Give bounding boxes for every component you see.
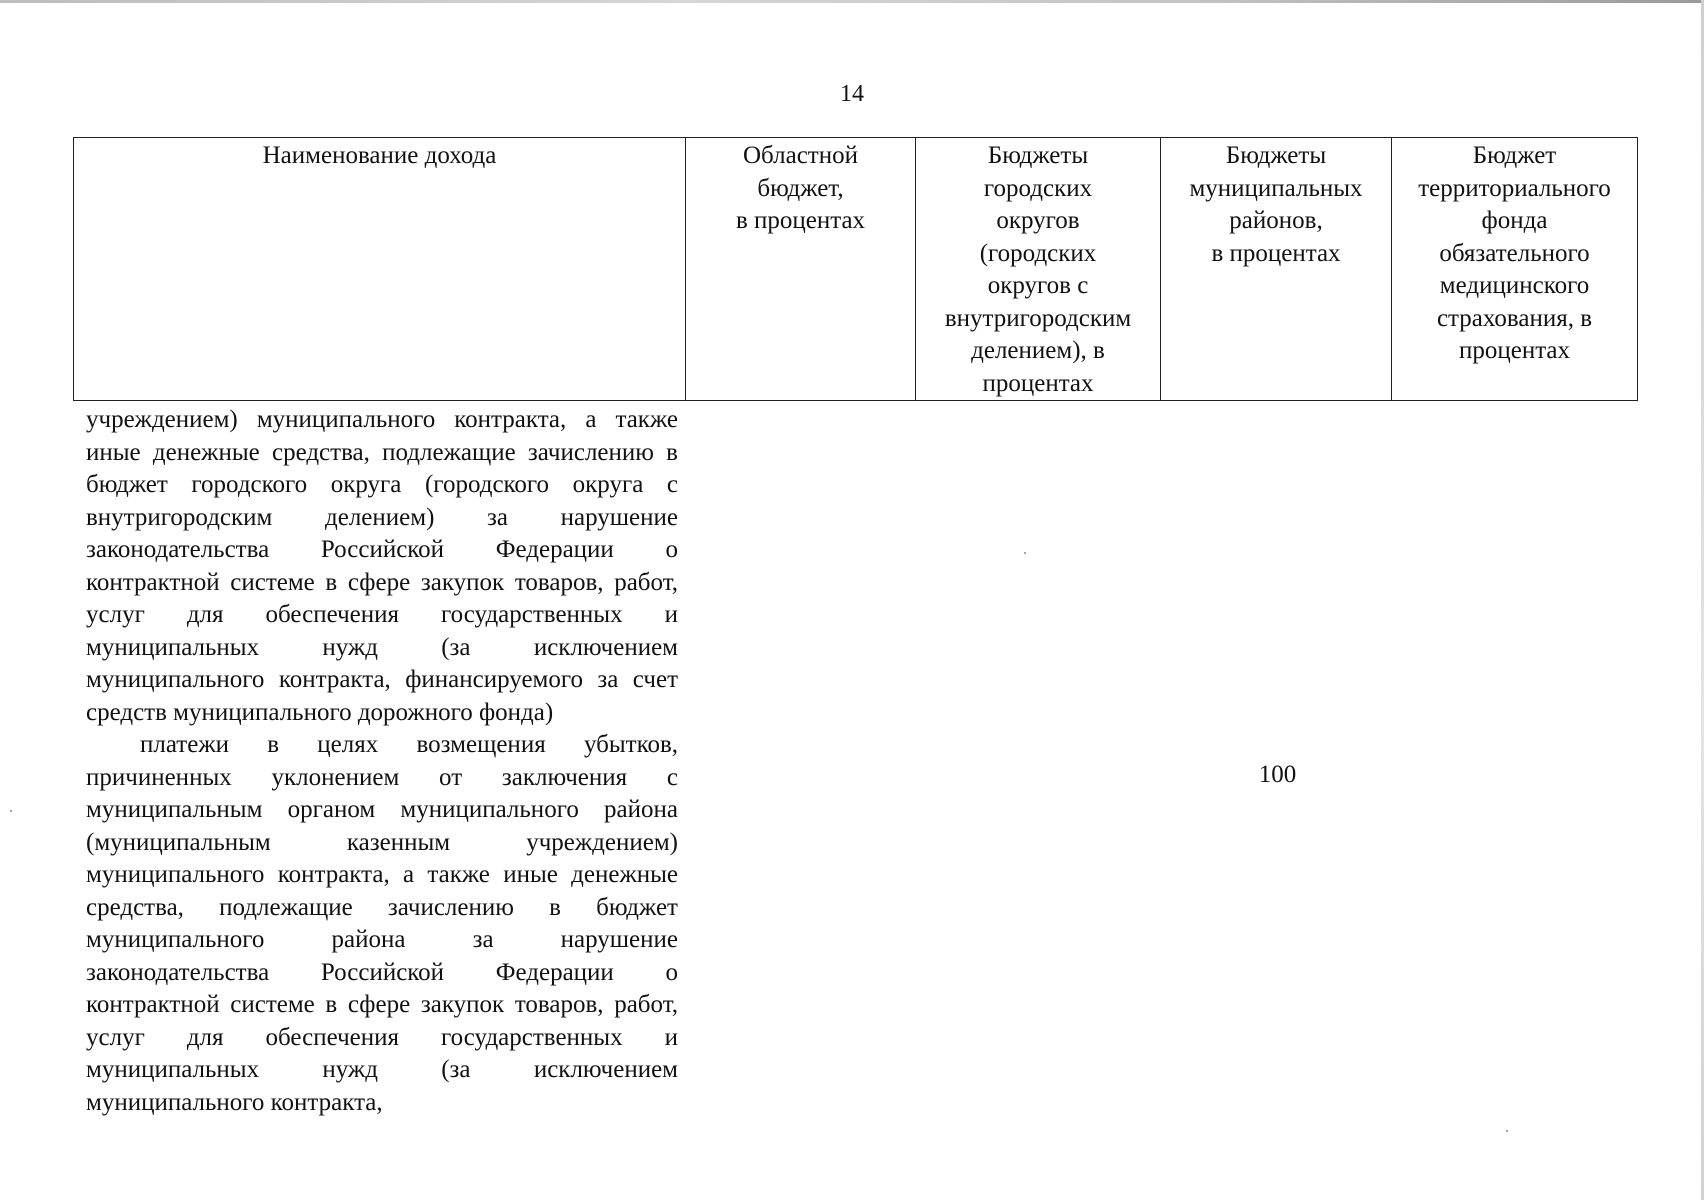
header-municipal-districts-budgets-label: Бюджеты муниципальных районов, в процентах <box>1189 142 1363 267</box>
header-municipal-districts-budgets <box>1161 138 1392 401</box>
header-city-districts-budgets-label: Бюджеты городских округов (городских округов с внутригородским делением), в процентах <box>944 142 1132 397</box>
header-regional-budget-label: Областной бюджет, в процентах <box>735 142 866 234</box>
income-descriptions <box>86 404 678 1119</box>
header-income-name <box>74 138 686 401</box>
income-description-damages-payments: платежи в целях возмещения убытков, причиненных уклонением от заключения с муниципальным органом муниципального района (муниципальным казенным учреждением) муниципального контракта, а также иные денежные средства, подлежащие зачислению в бюджет муниципального района за нарушение законодательства Российской Федерации о контрактной системе в сфере закупок товаров, работ, услуг для обеспечения государственных и муниципальных нужд (за исключением муниципального контракта, <box>86 731 678 1116</box>
scan-edge-top <box>0 0 1704 3</box>
table-header-row <box>74 138 1638 401</box>
scan-speck <box>1024 552 1026 554</box>
header-medical-insurance-fund-budget-label: Бюджет территориального фонда обязательного медицинского страхования, в процентах <box>1418 142 1611 364</box>
header-medical-insurance-fund-budget <box>1392 138 1638 401</box>
header-regional-budget <box>686 138 916 401</box>
header-income-name-label: Наименование дохода <box>262 142 497 169</box>
revenue-distribution-table-header <box>73 137 1638 401</box>
header-city-districts-budgets <box>916 138 1161 401</box>
scan-speck <box>10 810 12 812</box>
income-description-continued: учреждением) муниципального контракта, а также иные денежные средства, подлежащие зачислению в бюджет городского округа (городского округа с внутригородским делением) за нарушение законодательства Российской Федерации о контрактной системе в сфере закупок товаров, работ, услуг для обеспечения государственных и муниципальных нужд (за исключением муниципального контракта, финансируемого за счет средств муниципального дорожного фонда) <box>86 406 678 726</box>
scan-speck <box>1506 1130 1508 1132</box>
municipal-districts-percent-value: 100 <box>1258 761 1297 788</box>
page-number: 14 <box>840 81 864 107</box>
